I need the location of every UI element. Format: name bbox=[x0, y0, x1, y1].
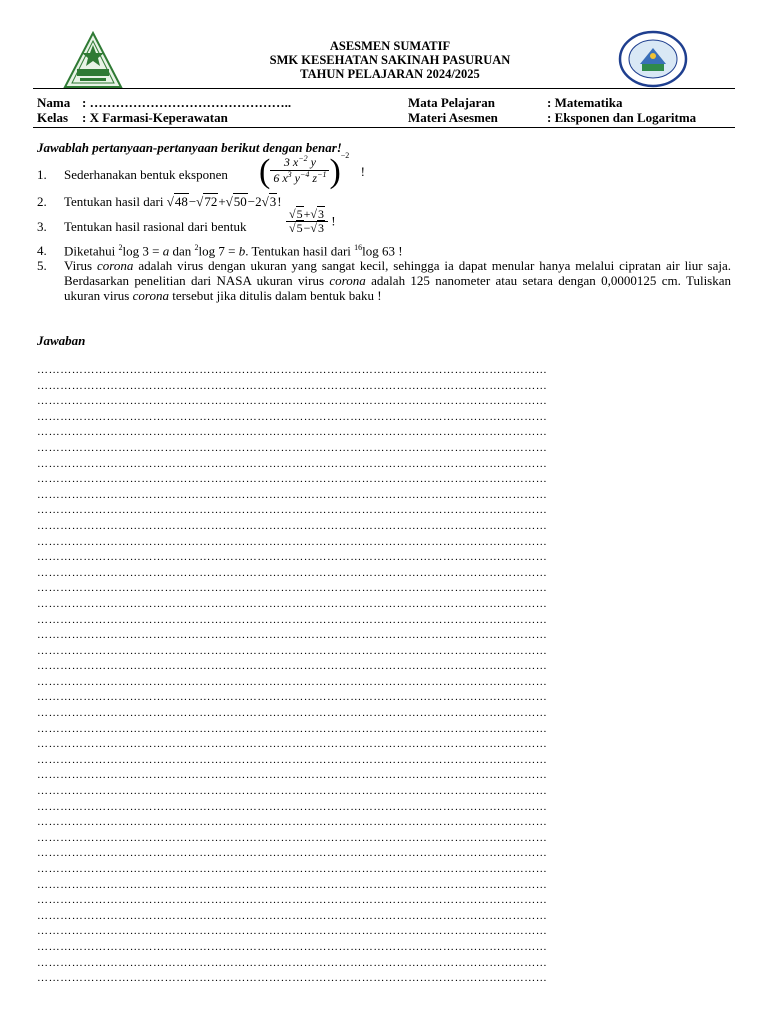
answer-line[interactable]: …………………………………………………………………………………………………………………… bbox=[37, 613, 548, 626]
mapel-label: Mata Pelajaran bbox=[408, 95, 496, 110]
answer-line[interactable]: …………………………………………………………………………………………………………………… bbox=[37, 582, 548, 595]
header-rule-bottom bbox=[33, 127, 735, 128]
nama-field[interactable]: : ……………………………………….. bbox=[82, 95, 292, 110]
answer-line[interactable]: …………………………………………………………………………………………………………………… bbox=[37, 473, 548, 486]
kelas-value: : X Farmasi-Keperawatan bbox=[82, 110, 228, 125]
answer-line[interactable]: …………………………………………………………………………………………………………………… bbox=[37, 379, 548, 392]
q2-text: Tentukan hasil dari bbox=[64, 194, 164, 209]
question-number: 1. bbox=[37, 167, 47, 182]
q4-text-d: log 7 = bbox=[198, 243, 236, 259]
answer-line[interactable]: …………………………………………………………………………………………………………………… bbox=[37, 395, 548, 408]
answer-line[interactable]: …………………………………………………………………………………………………………………… bbox=[37, 878, 548, 891]
answer-line[interactable]: …………………………………………………………………………………………………………………… bbox=[37, 488, 548, 501]
question-text: Tentukan hasil rasional dari bentuk bbox=[64, 219, 247, 234]
question-text: Diketahui $^2$log 3 = a dan $^2$log 7 = b. Tentukan hasil dari $^{16}$log 63 ! bbox=[64, 243, 403, 259]
school-name: SMK KESEHATAN SAKINAH PASURUAN bbox=[269, 53, 511, 67]
q3-expression: $\frac{√5+√3}{√5-√3}$ ! bbox=[286, 208, 336, 235]
doc-title: ASESMEN SUMATIF bbox=[329, 39, 451, 53]
answer-line[interactable]: …………………………………………………………………………………………………………………… bbox=[37, 535, 548, 548]
answer-line[interactable]: …………………………………………………………………………………………………………………… bbox=[37, 972, 548, 985]
answer-line[interactable]: …………………………………………………………………………………………………………………… bbox=[37, 816, 548, 829]
answer-line[interactable]: …………………………………………………………………………………………………………………… bbox=[37, 894, 548, 907]
question-text: Virus corona adalah virus dengan ukuran yang sangat kecil, sehingga ia dapat menular hanya melalui cipratan air liur saja. Berdasarkan penelitian dari NASA ukuran virus corona adalah 125 nanometer atau setara dengan 0,0000125 cm. Tuliskan ukuran virus corona tersebut jika ditulis dalam bentuk baku ! bbox=[64, 258, 732, 303]
answer-line[interactable]: …………………………………………………………………………………………………………………… bbox=[37, 722, 548, 735]
q4-text-c: dan bbox=[172, 243, 192, 259]
answer-line[interactable]: …………………………………………………………………………………………………………………… bbox=[37, 738, 548, 751]
answer-line[interactable]: …………………………………………………………………………………………………………………… bbox=[37, 847, 548, 860]
answer-line[interactable]: …………………………………………………………………………………………………………………… bbox=[37, 831, 548, 844]
nama-label: Nama bbox=[37, 95, 71, 110]
question-text bbox=[64, 194, 282, 210]
materi-label: Materi Asesmen bbox=[408, 110, 498, 125]
question-number: 4. bbox=[37, 243, 47, 258]
answer-line[interactable]: …………………………………………………………………………………………………………………… bbox=[37, 753, 548, 766]
answer-line[interactable]: …………………………………………………………………………………………………………………… bbox=[37, 410, 548, 423]
materi-value: : Eksponen dan Logaritma bbox=[547, 110, 697, 125]
answer-line[interactable]: …………………………………………………………………………………………………………………… bbox=[37, 800, 548, 813]
answer-line[interactable]: …………………………………………………………………………………………………………………… bbox=[37, 940, 548, 953]
answer-line[interactable]: …………………………………………………………………………………………………………………… bbox=[37, 863, 548, 875]
school-year: TAHUN PELAJARAN 2024/2025 bbox=[300, 67, 480, 81]
q2-expression: √48−√72+√50−2√3! bbox=[166, 194, 282, 209]
answer-line[interactable]: …………………………………………………………………………………………………………………… bbox=[37, 551, 548, 564]
q4-text-b: log 3 = bbox=[122, 243, 160, 259]
kelas-label: Kelas bbox=[37, 110, 69, 125]
answer-line[interactable]: …………………………………………………………………………………………………………………… bbox=[37, 597, 548, 610]
answer-line[interactable]: …………………………………………………………………………………………………………………… bbox=[37, 956, 548, 969]
q4-text-a: Diketahui bbox=[64, 243, 116, 259]
answer-line[interactable]: …………………………………………………………………………………………………………………… bbox=[37, 707, 548, 720]
answer-line[interactable]: …………………………………………………………………………………………………………………… bbox=[37, 426, 548, 439]
answer-line[interactable]: …………………………………………………………………………………………………………………… bbox=[37, 785, 548, 798]
answer-line[interactable]: …………………………………………………………………………………………………………………… bbox=[37, 691, 548, 704]
answer-line[interactable]: …………………………………………………………………………………………………………………… bbox=[37, 675, 548, 688]
answer-line[interactable]: …………………………………………………………………………………………………………………… bbox=[37, 566, 548, 579]
answer-line[interactable]: …………………………………………………………………………………………………………………… bbox=[37, 644, 548, 657]
answer-line[interactable]: …………………………………………………………………………………………………………………… bbox=[37, 925, 548, 938]
answer-line[interactable]: …………………………………………………………………………………………………………………… bbox=[37, 457, 548, 470]
q4-text-e: . Tentukan hasil dari bbox=[245, 243, 351, 259]
question-number: 2. bbox=[37, 194, 47, 209]
header-rule-top bbox=[33, 88, 735, 89]
answer-area[interactable] bbox=[37, 363, 719, 987]
question-1 bbox=[0, 167, 768, 187]
mapel-value: : Matematika bbox=[547, 95, 623, 110]
question-number: 3. bbox=[37, 219, 47, 234]
answer-line[interactable]: …………………………………………………………………………………………………………………… bbox=[37, 629, 548, 642]
answer-heading: Jawaban bbox=[37, 333, 86, 348]
question-number: 5. bbox=[37, 258, 47, 273]
instructions: Jawablah pertanyaan-pertanyaan berikut dengan benar! bbox=[37, 140, 342, 155]
answer-line[interactable]: …………………………………………………………………………………………………………………… bbox=[37, 441, 548, 454]
q1-expression: ( $\frac{3 x^{-2} y}{6 x^3 y^{-4} z^{-1}}$ )$^{-2}$ ! bbox=[259, 151, 365, 190]
answer-line[interactable]: …………………………………………………………………………………………………………………… bbox=[37, 519, 548, 532]
yayasan-logo bbox=[63, 31, 123, 89]
answer-line[interactable]: …………………………………………………………………………………………………………………… bbox=[37, 504, 548, 517]
answer-line[interactable]: …………………………………………………………………………………………………………………… bbox=[37, 909, 548, 922]
answer-line[interactable]: …………………………………………………………………………………………………………………… bbox=[37, 660, 548, 673]
answer-line[interactable]: …………………………………………………………………………………………………………………… bbox=[37, 769, 548, 782]
answer-line[interactable]: …………………………………………………………………………………………………………………… bbox=[37, 364, 548, 376]
q4-text-f: log 63 ! bbox=[362, 243, 403, 259]
question-text: Sederhanakan bentuk eksponen bbox=[64, 167, 228, 182]
